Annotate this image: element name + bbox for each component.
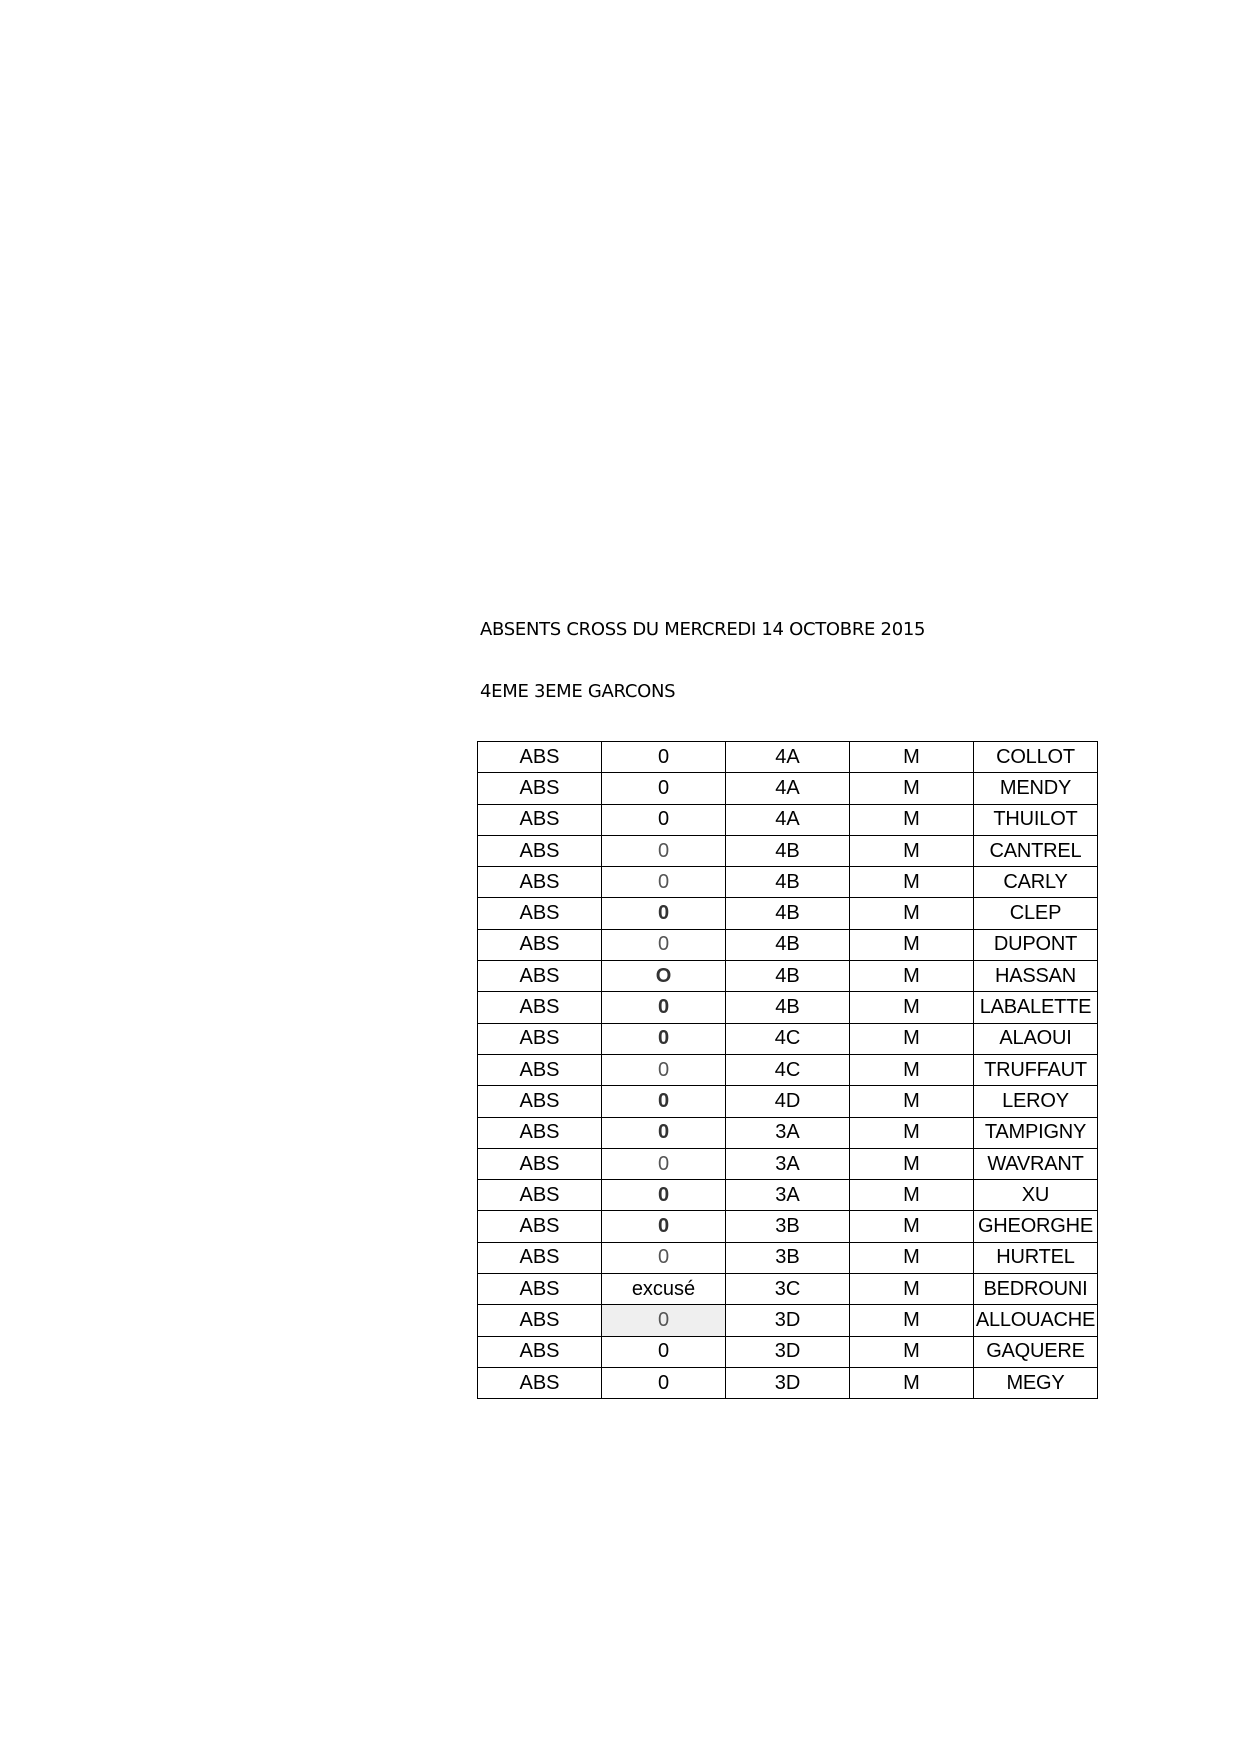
cell-student-name: LEROY (974, 1086, 1098, 1117)
cell-student-name: XU (974, 1180, 1098, 1211)
cell-score: 0 (602, 835, 726, 866)
cell-class: 3A (726, 1117, 850, 1148)
cell-status: ABS (478, 804, 602, 835)
cell-sex: M (850, 1086, 974, 1117)
cell-score: 0 (602, 1211, 726, 1242)
cell-class: 4B (726, 929, 850, 960)
cell-sex: M (850, 1274, 974, 1305)
cell-student-name: TAMPIGNY (974, 1117, 1098, 1148)
table-row (478, 773, 1098, 804)
cell-student-name: CARLY (974, 867, 1098, 898)
cell-score: 0 (602, 867, 726, 898)
table-row (478, 1274, 1098, 1305)
cell-score: excusé (602, 1274, 726, 1305)
cell-student-name: ALLOUACHE (974, 1305, 1098, 1336)
table-row (478, 961, 1098, 992)
cell-status: ABS (478, 867, 602, 898)
cell-class: 3A (726, 1148, 850, 1179)
cell-score: 0 (602, 1180, 726, 1211)
cell-score: 0 (602, 1305, 726, 1336)
cell-sex: M (850, 835, 974, 866)
cell-class: 4B (726, 898, 850, 929)
cell-score: 0 (602, 773, 726, 804)
cell-status: ABS (478, 835, 602, 866)
cell-status: ABS (478, 1148, 602, 1179)
table-row (478, 1336, 1098, 1367)
cell-sex: M (850, 1305, 974, 1336)
cell-score: 0 (602, 898, 726, 929)
table-row (478, 898, 1098, 929)
cell-score: 0 (602, 929, 726, 960)
cell-status: ABS (478, 1180, 602, 1211)
cell-score: 0 (602, 1367, 726, 1398)
cell-class: 4B (726, 867, 850, 898)
cell-sex: M (850, 1180, 974, 1211)
table-row (478, 1023, 1098, 1054)
cell-sex: M (850, 804, 974, 835)
cell-class: 3A (726, 1180, 850, 1211)
cell-sex: M (850, 929, 974, 960)
cell-status: ABS (478, 1274, 602, 1305)
cell-sex: M (850, 742, 974, 773)
cell-status: ABS (478, 742, 602, 773)
cell-class: 4C (726, 1023, 850, 1054)
table-row (478, 992, 1098, 1023)
cell-status: ABS (478, 1242, 602, 1273)
document-title: ABSENTS CROSS DU MERCREDI 14 OCTOBRE 2015 (480, 619, 926, 640)
cell-sex: M (850, 773, 974, 804)
cell-student-name: CLEP (974, 898, 1098, 929)
absents-table-body (478, 742, 1098, 1399)
cell-class: 4B (726, 835, 850, 866)
table-row (478, 1180, 1098, 1211)
cell-sex: M (850, 1242, 974, 1273)
cell-score: O (602, 961, 726, 992)
cell-class: 4B (726, 992, 850, 1023)
cell-score: 0 (602, 1148, 726, 1179)
table-row (478, 1054, 1098, 1085)
table-row (478, 1211, 1098, 1242)
cell-student-name: COLLOT (974, 742, 1098, 773)
cell-student-name: ALAOUI (974, 1023, 1098, 1054)
cell-class: 3B (726, 1211, 850, 1242)
cell-class: 3D (726, 1336, 850, 1367)
cell-status: ABS (478, 1305, 602, 1336)
cell-sex: M (850, 1117, 974, 1148)
table-row (478, 867, 1098, 898)
table-row (478, 1367, 1098, 1398)
cell-score: 0 (602, 742, 726, 773)
cell-sex: M (850, 961, 974, 992)
table-row (478, 1242, 1098, 1273)
cell-status: ABS (478, 1211, 602, 1242)
cell-student-name: HASSAN (974, 961, 1098, 992)
table-row (478, 835, 1098, 866)
cell-status: ABS (478, 1054, 602, 1085)
cell-student-name: TRUFFAUT (974, 1054, 1098, 1085)
cell-status: ABS (478, 1117, 602, 1148)
cell-sex: M (850, 1211, 974, 1242)
cell-class: 4C (726, 1054, 850, 1085)
cell-score: 0 (602, 1117, 726, 1148)
cell-status: ABS (478, 898, 602, 929)
cell-class: 4A (726, 773, 850, 804)
cell-sex: M (850, 867, 974, 898)
cell-score: 0 (602, 1054, 726, 1085)
cell-status: ABS (478, 992, 602, 1023)
cell-class: 3C (726, 1274, 850, 1305)
table-row (478, 1086, 1098, 1117)
cell-student-name: MEGY (974, 1367, 1098, 1398)
table-row (478, 1148, 1098, 1179)
cell-score: 0 (602, 1242, 726, 1273)
cell-score: 0 (602, 1086, 726, 1117)
cell-sex: M (850, 1336, 974, 1367)
cell-status: ABS (478, 961, 602, 992)
cell-score: 0 (602, 804, 726, 835)
cell-student-name: GHEORGHE (974, 1211, 1098, 1242)
table-row (478, 929, 1098, 960)
cell-student-name: WAVRANT (974, 1148, 1098, 1179)
cell-sex: M (850, 1367, 974, 1398)
cell-score: 0 (602, 1023, 726, 1054)
cell-sex: M (850, 1054, 974, 1085)
cell-class: 4B (726, 961, 850, 992)
cell-student-name: BEDROUNI (974, 1274, 1098, 1305)
cell-student-name: GAQUERE (974, 1336, 1098, 1367)
cell-status: ABS (478, 929, 602, 960)
cell-sex: M (850, 1023, 974, 1054)
cell-status: ABS (478, 1336, 602, 1367)
cell-sex: M (850, 1148, 974, 1179)
cell-class: 4D (726, 1086, 850, 1117)
cell-class: 4A (726, 742, 850, 773)
cell-class: 3B (726, 1242, 850, 1273)
document-subtitle: 4EME 3EME GARCONS (480, 681, 676, 702)
cell-score: 0 (602, 992, 726, 1023)
cell-student-name: LABALETTE (974, 992, 1098, 1023)
table-row (478, 1117, 1098, 1148)
cell-class: 3D (726, 1305, 850, 1336)
cell-sex: M (850, 898, 974, 929)
cell-status: ABS (478, 1086, 602, 1117)
table-row (478, 742, 1098, 773)
cell-score: 0 (602, 1336, 726, 1367)
cell-class: 4A (726, 804, 850, 835)
cell-student-name: MENDY (974, 773, 1098, 804)
cell-student-name: THUILOT (974, 804, 1098, 835)
cell-status: ABS (478, 773, 602, 804)
cell-class: 3D (726, 1367, 850, 1398)
table-row (478, 1305, 1098, 1336)
cell-student-name: DUPONT (974, 929, 1098, 960)
absents-table (477, 741, 1098, 1399)
cell-student-name: CANTREL (974, 835, 1098, 866)
cell-student-name: HURTEL (974, 1242, 1098, 1273)
cell-sex: M (850, 992, 974, 1023)
table-row (478, 804, 1098, 835)
cell-status: ABS (478, 1023, 602, 1054)
cell-status: ABS (478, 1367, 602, 1398)
